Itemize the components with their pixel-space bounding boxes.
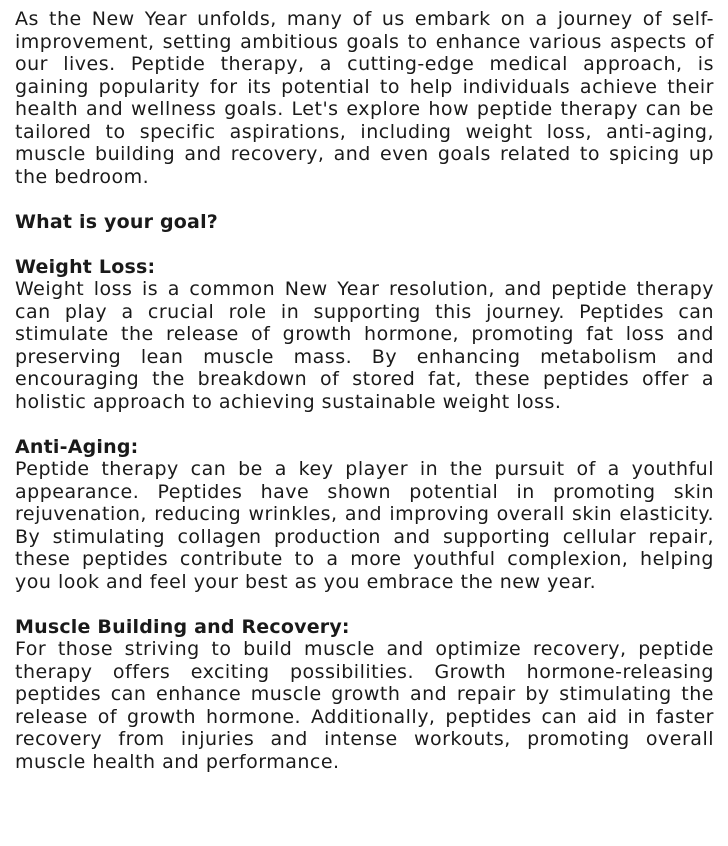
- spacer: [15, 233, 714, 256]
- anti-aging-heading: Anti-Aging:: [15, 435, 139, 458]
- spacer: [15, 188, 714, 211]
- weight-loss-paragraph: Weight loss is a common New Year resolution, and peptide therapy can play a crucial role in supporting this journey. Peptides can stimulate the release of growth hormone, promoting fat loss and preserving lean muscle mass. By enhancing metabolism and encouraging the breakdown of stored fat, these peptides offer a holistic approach to achieving sustainable weight loss.: [15, 278, 714, 413]
- weight-loss-heading: Weight Loss:: [15, 255, 156, 278]
- muscle-building-paragraph: For those striving to build muscle and optimize recovery, peptide therapy offers exciting possibilities. Growth hormone-releasing peptides can enhance muscle growth and repair by stimulating the release of growth hormone. Additionally, peptides can aid in faster recovery from injuries and intense workouts, promoting overall muscle health and performance.: [15, 638, 714, 773]
- goal-question-heading: What is your goal?: [15, 210, 218, 233]
- spacer: [15, 593, 714, 616]
- spacer: [15, 413, 714, 436]
- intro-paragraph: As the New Year unfolds, many of us embark on a journey of self-improvement, setting ambitious goals to enhance various aspects of our lives. Peptide therapy, a cutting-edge medical approach, is gaining popularity for its potential to help individuals achieve their health and wellness goals. Let's explore how peptide therapy can be tailored to specific aspirations, including weight loss, anti-aging, muscle building and recovery, and even goals related to spicing up the bedroom.: [15, 8, 714, 188]
- muscle-building-heading: Muscle Building and Recovery:: [15, 615, 350, 638]
- anti-aging-paragraph: Peptide therapy can be a key player in the pursuit of a youthful appearance. Peptides have shown potential in promoting skin rejuvenation, reducing wrinkles, and improving overall skin elasticity. By stimulating collagen production and supporting cellular repair, these peptides contribute to a more youthful complexion, helping you look and feel your best as you embrace the new year.: [15, 458, 714, 593]
